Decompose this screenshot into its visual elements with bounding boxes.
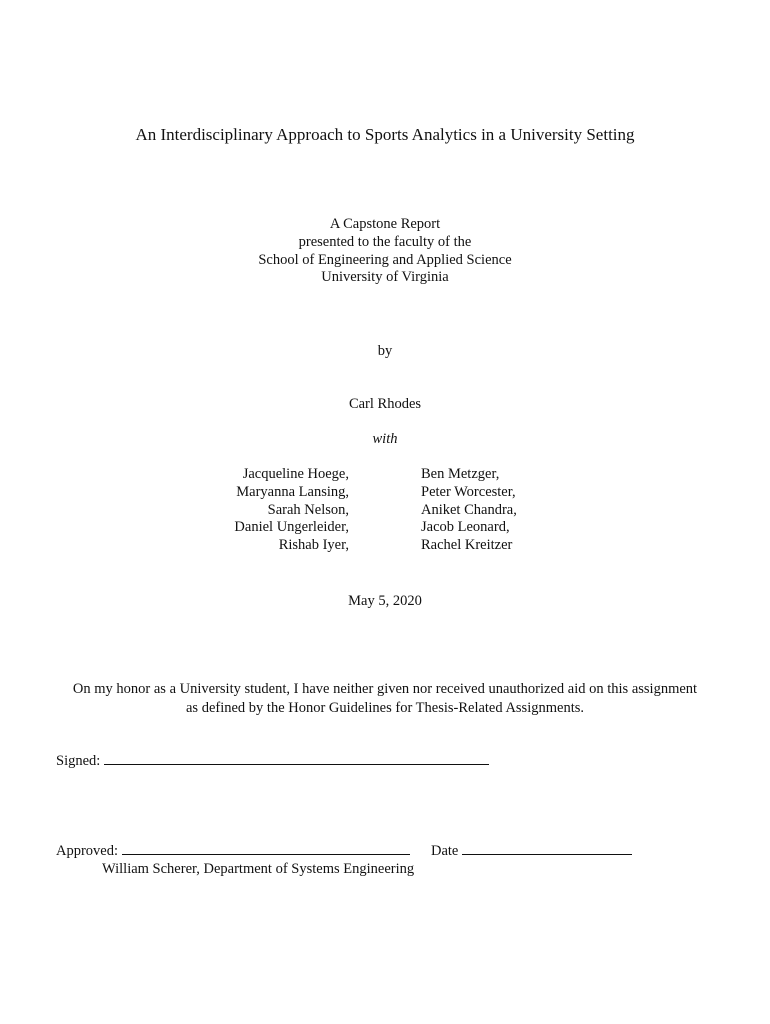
honor-line: as defined by the Honor Guidelines for Thesis-Related Assignments. <box>185 699 584 716</box>
capstone-line: presented to the faculty of the <box>298 233 472 250</box>
capstone-line: School of Engineering and Applied Science <box>258 251 512 268</box>
report-date: May 5, 2020 <box>348 593 422 609</box>
coauthor-name: Rishab Iyer, <box>278 537 349 554</box>
signature-line <box>104 752 489 765</box>
coauthor-name: Rachel Kreitzer <box>421 537 513 554</box>
signed-row <box>56 752 489 770</box>
capstone-line: University of Virginia <box>321 269 449 286</box>
coauthor-name: Ben Metzger, <box>421 466 500 482</box>
date-line <box>462 842 632 855</box>
coauthors-left-column <box>234 466 349 555</box>
signed-label: Signed: <box>56 753 101 769</box>
coauthors-right-column <box>421 466 517 555</box>
coauthor-name: Daniel Ungerleider, <box>234 519 349 536</box>
approved-label: Approved: <box>56 843 119 859</box>
with-label: with <box>372 431 398 447</box>
coauthor-name: Aniket Chandra, <box>421 501 517 518</box>
capstone-line: A Capstone Report <box>329 216 441 232</box>
date-label: Date <box>431 843 459 859</box>
coauthor-name: Peter Worcester, <box>421 483 516 500</box>
approved-row <box>56 842 410 860</box>
capstone-block <box>0 216 770 287</box>
report-title: An Interdisciplinary Approach to Sports Analytics in a University Setting <box>135 125 635 144</box>
honor-pledge <box>0 680 770 717</box>
author-name: Carl Rhodes <box>348 396 422 412</box>
by-label: by <box>377 343 393 359</box>
coauthor-name: Maryanna Lansing, <box>236 483 349 500</box>
approval-signature-line <box>122 842 410 855</box>
coauthor-name: Sarah Nelson, <box>267 501 349 518</box>
honor-line: On my honor as a University student, I have neither given nor received unauthorized aid on this assignment <box>72 681 698 697</box>
coauthor-name: Jacqueline Hoege, <box>242 466 349 482</box>
coauthor-name: Jacob Leonard, <box>421 519 510 536</box>
approver-name: William Scherer, Department of Systems Engineering <box>102 861 415 877</box>
date-row <box>431 842 632 860</box>
